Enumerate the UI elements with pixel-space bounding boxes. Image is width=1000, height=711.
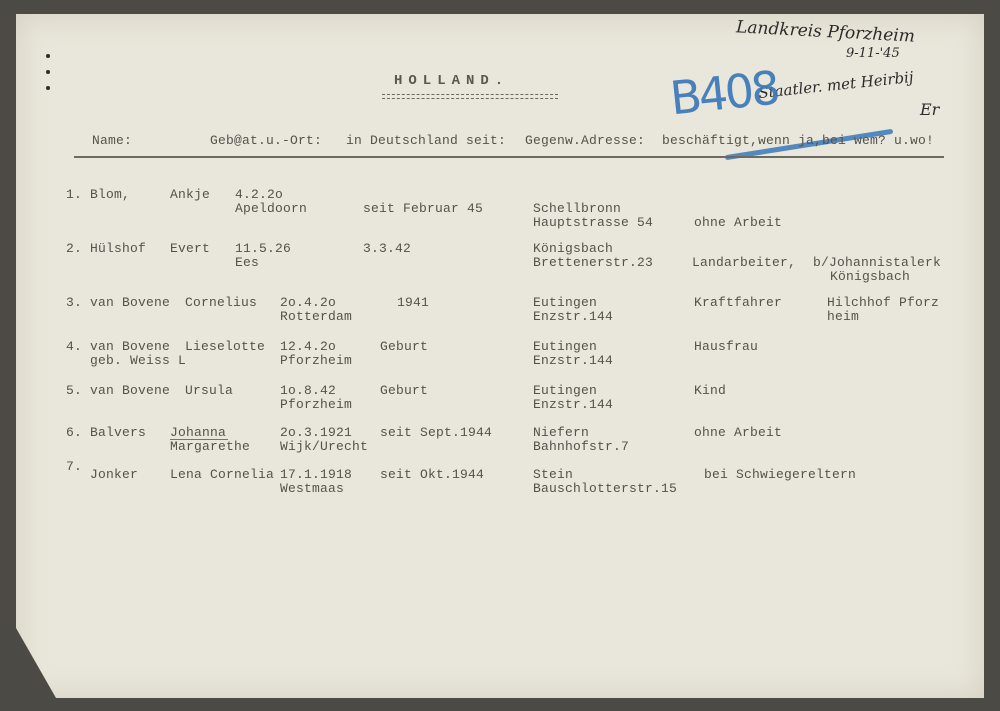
row-number: 4. [66,339,83,354]
address-line1: Niefern [533,425,590,440]
address-line2: Enzstr.144 [533,309,614,324]
address-line2: Enzstr.144 [533,353,614,368]
handwritten-note: Staatler. met Heirbij [757,67,915,103]
maiden-name: geb. Weiss L [90,353,187,368]
address-line2: Enzstr.144 [533,397,614,412]
birth-date: 4.2.2o [235,187,284,202]
given-name: Johanna [170,425,227,440]
occupation: bei Schwiegereltern [704,467,857,482]
row-number: 6. [66,425,83,440]
given-name: Ursula [185,383,234,398]
handwritten-initial: Er [920,100,940,119]
address-line1: Eutingen [533,383,598,398]
second-given-name: Margarethe [170,439,251,454]
surname: Balvers [90,425,147,440]
surname: van Bovene [90,295,171,310]
surname: van Bovene [90,339,171,354]
address-line1: Eutingen [533,295,598,310]
punch-hole [46,54,50,58]
since: seit Sept.1944 [380,425,493,440]
since: 1941 [397,295,430,310]
employer-line1: b/Johannistalerk [813,255,942,270]
row-number: 1. [66,187,83,202]
document-page [16,14,984,698]
header-address: Gegenw.Adresse: [525,133,646,148]
given-name: Ankje [170,187,211,202]
address-line2: Bahnhofstr.7 [533,439,630,454]
since: 3.3.42 [363,241,412,256]
punch-hole [46,86,50,90]
header-birth: Geb@at.u.-Ort: [210,133,323,148]
given-name: Cornelius [185,295,258,310]
birth-date: 2o.3.1921 [280,425,353,440]
row-number: 7. [66,459,83,474]
since: Geburt [380,383,429,398]
birth-date: 11.5.26 [235,241,292,256]
row-number: 2. [66,241,83,256]
given-name: Lieselotte [185,339,266,354]
row-number: 5. [66,383,83,398]
address-line2: Brettenerstr.23 [533,255,654,270]
header-employed: beschäftigt,wenn ja,bei wem? u.wo! [662,133,935,148]
occupation: ohne Arbeit [694,215,783,230]
surname: Hülshof [90,241,147,256]
birth-place: Ees [235,255,260,270]
occupation: Kraftfahrer [694,295,783,310]
birth-date: 17.1.1918 [280,467,353,482]
punch-hole [46,70,50,74]
header-since: in Deutschland seit: [346,133,507,148]
birth-place: Rotterdam [280,309,353,324]
birth-date: 2o.4.2o [280,295,337,310]
address-line2: Hauptstrasse 54 [533,215,654,230]
birth-date: 1o.8.42 [280,383,337,398]
occupation: Hausfrau [694,339,759,354]
since: Geburt [380,339,429,354]
address-line1: Königsbach [533,241,614,256]
header-name: Name: [92,133,133,148]
address-line1: Schellbronn [533,201,622,216]
surname: van Bovene [90,383,171,398]
header-divider [74,156,944,158]
page-title: HOLLAND. [394,73,510,89]
title-underline [382,94,558,99]
birth-place: Pforzheim [280,397,353,412]
since: seit Okt.1944 [380,467,485,482]
surname: Jonker [90,467,139,482]
given-name: Evert [170,241,211,256]
since: seit Februar 45 [363,201,484,216]
employer-line1: Hilchhof Pforz [827,295,940,310]
blue-stamp-number: B408 [667,60,780,126]
address-line1: Stein [533,467,574,482]
address-line2: Bauschlotterstr.15 [533,481,678,496]
given-name: Lena Cornelia [170,467,275,482]
row-number: 3. [66,295,83,310]
birth-place: Westmaas [280,481,345,496]
birth-place: Apeldoorn [235,201,308,216]
employer-line2: Königsbach [830,269,911,284]
birth-place: Wijk/Urecht [280,439,369,454]
surname: Blom, [90,187,131,202]
handwritten-date: 9-11-'45 [846,46,900,61]
occupation: Kind [694,383,727,398]
employer-line2: heim [827,309,860,324]
address-line1: Eutingen [533,339,598,354]
occupation: ohne Arbeit [694,425,783,440]
handwritten-district: Landkreis Pforzheim [735,17,916,47]
occupation: Landarbeiter, [692,255,797,270]
birth-date: 12.4.2o [280,339,337,354]
birth-place: Pforzheim [280,353,353,368]
